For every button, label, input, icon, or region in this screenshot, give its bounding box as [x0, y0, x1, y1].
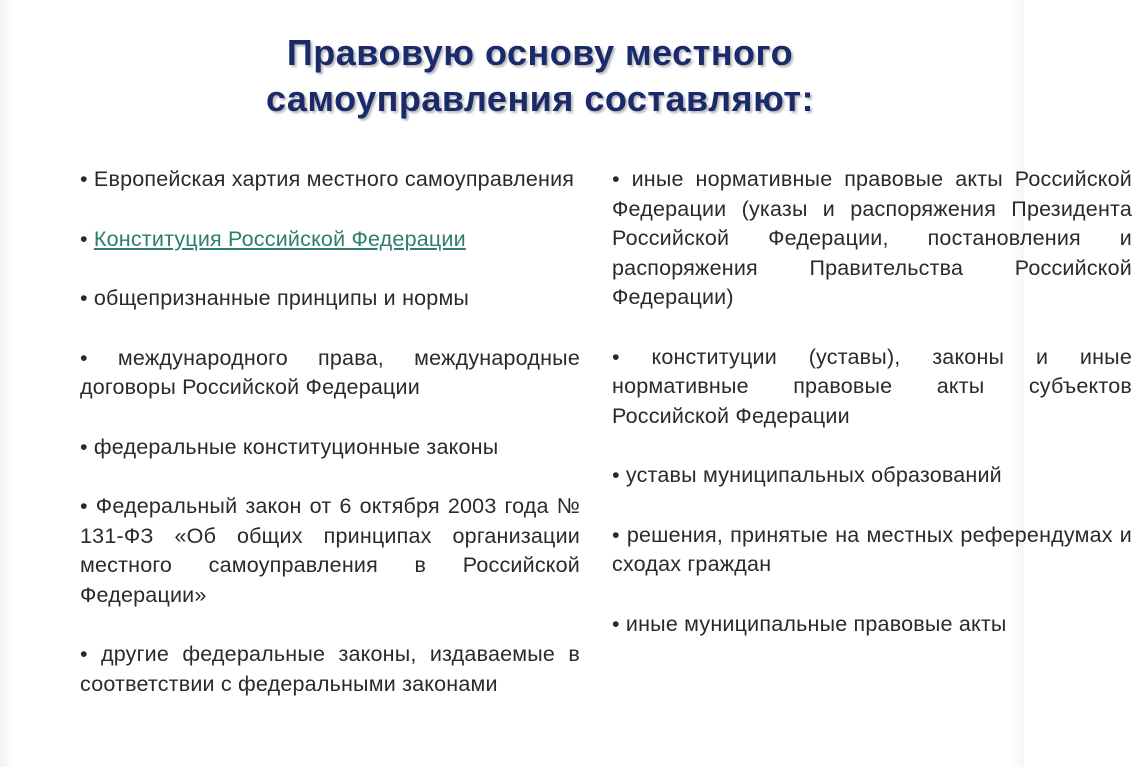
list-item: • иные нормативные правовые акты Российской Федерации (указы и распоряжения Президента Российской Федерации, постановления и распоряжения Правительства Российской Федерации) [612, 167, 1132, 309]
list-item: • другие федеральные законы, издаваемые в соответствии с федеральными законами [80, 642, 580, 696]
list-item-link [80, 225, 580, 255]
bullet: • [80, 226, 94, 251]
list-item: • решения, принятые на местных референдумах и сходах граждан [612, 522, 1132, 576]
list-item: • федеральные конституционные законы [80, 434, 499, 459]
title-line-2: самоуправления составляют: [265, 78, 815, 119]
constitution-link[interactable]: Конституция Российской Федерации [93, 226, 466, 251]
list-item: • Европейская хартия местного самоуправления [80, 167, 575, 191]
list-item: • международного права, международные договоры Российской Федерации [80, 345, 580, 399]
title-line-1: Правовую основу местного [286, 32, 794, 73]
right-column [612, 165, 1132, 669]
slide-title [180, 30, 900, 122]
left-column [80, 165, 580, 729]
list-item: • уставы муниципальных образований [612, 463, 1002, 487]
list-item: • иные муниципальные правовые акты [612, 611, 1007, 636]
list-item: • Федеральный закон от 6 октября 2003 года № 131-ФЗ «Об общих принципах организации местного самоуправления в Российской Федерации» [80, 494, 580, 607]
list-item: • конституции (уставы), законы и иные нормативные правовые акты субъектов Российской Федерации [612, 344, 1132, 428]
list-item: • общепризнанные принципы и нормы [80, 286, 470, 310]
